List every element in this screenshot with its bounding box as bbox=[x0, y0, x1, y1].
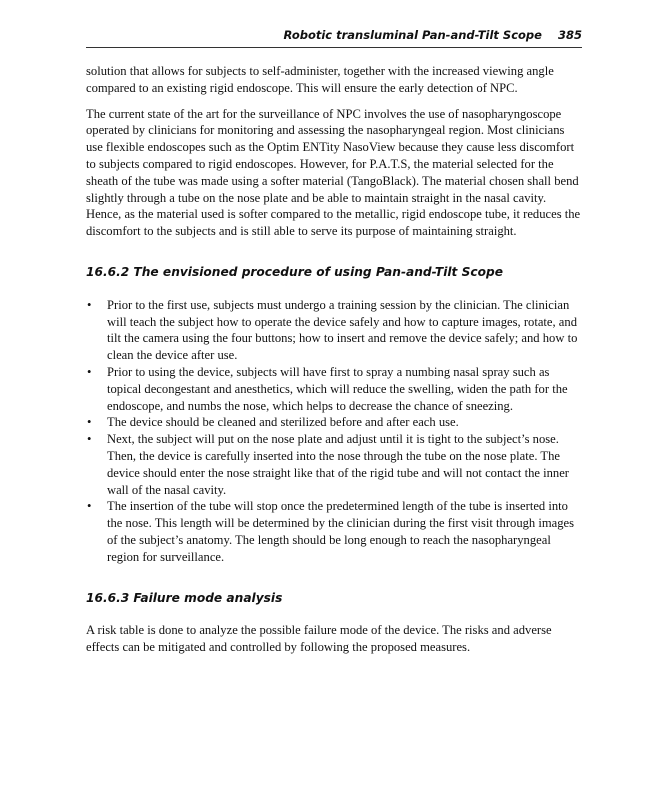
running-title: Robotic transluminal Pan-and-Tilt Scope bbox=[283, 28, 542, 42]
bullet-item: • Next, the subject will put on the nose plate and adjust until it is tight to the subject’s nose. Then, the device is carefully inserted into the nose through the tube on the nose plate. The device should enter the nose straight like that of the rigid tube and will not contact the inner wall of the nasal cavity. bbox=[86, 431, 582, 498]
paragraph-continuation: solution that allows for subjects to self-administer, together with the increased viewing angle compared to an existing rigid endoscope. This will ensure the early detection of NPC. bbox=[86, 64, 554, 95]
bullet-item: • The device should be cleaned and sterilized before and after each use. bbox=[86, 414, 582, 431]
section-heading-16-6-3: 16.6.3 Failure mode analysis bbox=[86, 590, 283, 605]
bullet-item: • Prior to the first use, subjects must undergo a training session by the clinician. The clinician will teach the subject how to operate the device safely and how to capture images, rotate, and tilt the camera using the four buttons; how to insert and remove the device safely; and how to clean the device after use. bbox=[86, 297, 582, 364]
running-header bbox=[86, 28, 582, 48]
body-text bbox=[86, 63, 582, 665]
procedure-bullet-list bbox=[86, 297, 582, 566]
page-number: 385 bbox=[557, 28, 582, 42]
bullet-item: • Prior to using the device, subjects will have first to spray a numbing nasal spray such as topical decongestant and anesthetics, which will reduce the swelling, widen the path for the endoscope, and numbs the nose, which helps to decrease the chance of sneezing. bbox=[86, 364, 582, 414]
bullet-item: • The insertion of the tube will stop once the predetermined length of the tube is inserted into the nose. This length will be determined by the clinician during the first visit through images of the subject’s anatomy. The length should be long enough to reach the nasopharyngeal region for surveillance. bbox=[86, 498, 582, 565]
paragraph-state-of-art: The current state of the art for the surveillance of NPC involves the use of nasopharyngoscope operated by clinicians for monitoring and assessing the nasopharyngeal region. Most clinicians use flexible endoscopes such as the Optim ENTity NasoView because they cause less discomfort to subjects compared to rigid endoscopes. However, for P.A.T.S, the material selected for the sheath of the tube was made using a softer material (TangoBlack). The material chosen shall bend slightly through a tube on the nose plate and be able to maintain straight in the nasal cavity. Hence, as the material used is softer compared to the metallic, rigid endoscope tube, it reduces the discomfort to the subjects and is still able to serve its purpose of maintaining straight. bbox=[86, 106, 581, 239]
section-heading-16-6-2: 16.6.2 The envisioned procedure of using Pan-and-Tilt Scope bbox=[86, 264, 503, 279]
paragraph-failure-mode: A risk table is done to analyze the possible failure mode of the device. The risks and adverse effects can be mitigated and controlled by following the proposed measures. bbox=[86, 623, 552, 655]
